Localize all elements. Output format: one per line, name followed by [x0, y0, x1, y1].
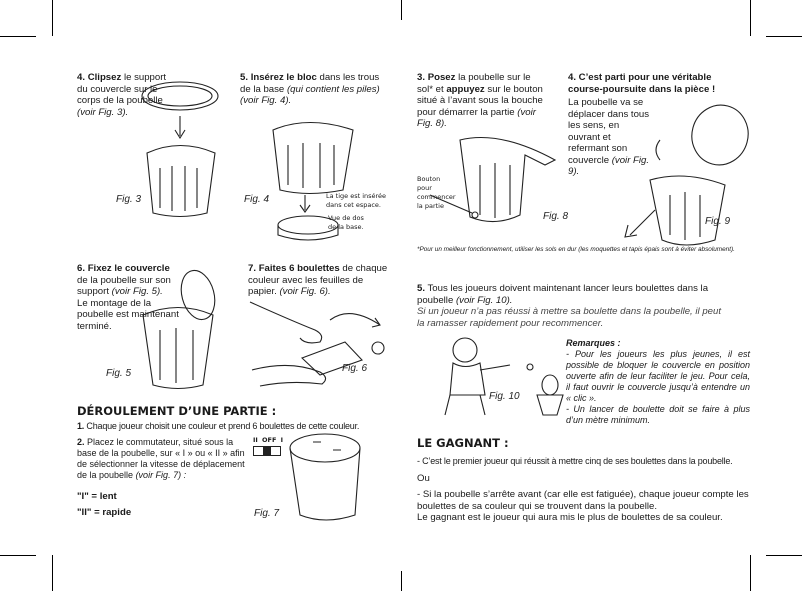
step-5-insert-block: 5. Insérez le bloc dans les trous de la base (qui contient les piles) (voir Fig. 4). — [240, 72, 380, 106]
fig-10-label: Fig. 10 — [489, 391, 520, 402]
fig-4-note-rod: La tige est insérée dans cet espace. — [326, 192, 387, 209]
fig10-illustration — [425, 335, 565, 420]
switch-labels: II OFF I — [253, 436, 283, 444]
speed-switch[interactable] — [253, 446, 281, 456]
speed-slow: "I" = lent — [77, 491, 117, 502]
step-4-clip-lid: 4. Clipsez le support du couvercle sur le corps de la poubelle (voir Fig. 3). — [77, 72, 167, 118]
step-3-place-and-press: 3. Posez la poubelle sur le sol* et appuyez sur le bouton situé à l’avant sous la bouche pour démarrer la partie (voir Fig. 8). — [417, 72, 543, 129]
fig-4-notes — [326, 192, 396, 232]
footnote: *Pour un meilleur fonctionnement, utiliser les sols en dur (les moquettes et tapis épais sont à éviter absolument). — [417, 246, 735, 253]
speed-fast: "II" = rapide — [77, 506, 132, 518]
crop-mark — [766, 36, 802, 37]
step-4-chase-heading: 4. C’est parti pour une véritable course-poursuite dans la pièce ! — [568, 72, 716, 95]
crop-mark — [401, 571, 402, 591]
remarks: Remarques : - Pour les joueurs les plus jeunes, il est possible de bloquer le couvercle en position ouverte afin de leur faciliter le jeu. Pour cela, il faut ouvrir le couvercle jusqu’à entendre un « clic ». - Un lancer de boulette doit se faire à plus d’un mètre minimum. — [566, 338, 750, 425]
winner-rule-1: - C’est le premier joueur qui réussit à mettre cinq de ses boulettes dans la poubelle. — [417, 456, 733, 466]
crop-mark — [0, 36, 36, 37]
fig-9-label: Fig. 9 — [705, 216, 731, 227]
button-note: Bouton pour commencer la partie — [417, 175, 456, 210]
fig6-illustration — [250, 300, 400, 390]
crop-mark — [401, 0, 402, 20]
crop-mark — [0, 555, 36, 556]
game-heading: DÉROULEMENT D’UNE PARTIE : — [77, 404, 277, 418]
game-step-2-block — [77, 437, 245, 518]
fig3-illustration — [135, 78, 225, 218]
winner-rule-3: Le gagnant est le joueur qui aura mis le plus de boulettes de sa couleur. — [417, 512, 723, 523]
fig9-illustration — [640, 100, 760, 245]
winner-or: Ou — [417, 472, 430, 484]
winner-rule-2: - Si la poubelle s’arrête avant (car elle est fatiguée), chaque joueur compte les boulettes de sa couleur qui se trouvent dans la poubelle. — [417, 489, 749, 512]
fig-3-label: Fig. 3 — [116, 194, 142, 205]
fig5-illustration — [138, 270, 233, 395]
crop-mark — [766, 555, 802, 556]
fig-4-note-back: Vue de dos de la base. — [328, 214, 364, 231]
crop-mark — [750, 555, 751, 591]
fig-7-label: Fig. 7 — [254, 508, 280, 519]
game-step-5: 5. Tous les joueurs doivent maintenant lancer leurs boulettes dans la poubelle (voir Fig. 10). Si un joueur n’a pas réussi à mettre sa boulette dans la poubelle, il peut la ramasser rapidement pour recommencer. — [417, 283, 721, 329]
game-step-2: 2. Placez le commutateur, situé sous la base de la poubelle, sur « I » ou « II » afin de sélectionner la vitesse de déplacement de la poubelle (voir Fig. 7) : — [77, 437, 245, 480]
game-step-1: 1. Chaque joueur choisit une couleur et prend 6 boulettes de cette couleur. — [77, 421, 360, 431]
crop-mark — [52, 0, 53, 36]
fig-8-label: Fig. 8 — [543, 211, 569, 222]
step-7-make-balls: 7. Faites 6 boulettes de chaque couleur avec les feuilles de papier. (voir Fig. 6). — [248, 263, 388, 297]
fig-5-label: Fig. 5 — [106, 368, 132, 379]
winner-section — [417, 436, 762, 524]
crop-mark — [52, 555, 53, 591]
fig-4-label: Fig. 4 — [244, 194, 270, 205]
crop-mark — [750, 0, 751, 36]
step-4-chase-text: La poubelle va se déplacer dans tous les sens, en ouvrant et refermant son couvercle (voir Fig. 9). — [568, 97, 650, 177]
step-6-fix-lid: 6. Fixez le couvercle de la poubelle sur son support (voir Fig. 5). Le montage de la poubelle est maintenant terminé. — [77, 263, 179, 332]
fig7-illustration — [285, 430, 385, 525]
winner-heading: LE GAGNANT : — [417, 436, 509, 450]
fig-6-label: Fig. 6 — [342, 363, 368, 374]
